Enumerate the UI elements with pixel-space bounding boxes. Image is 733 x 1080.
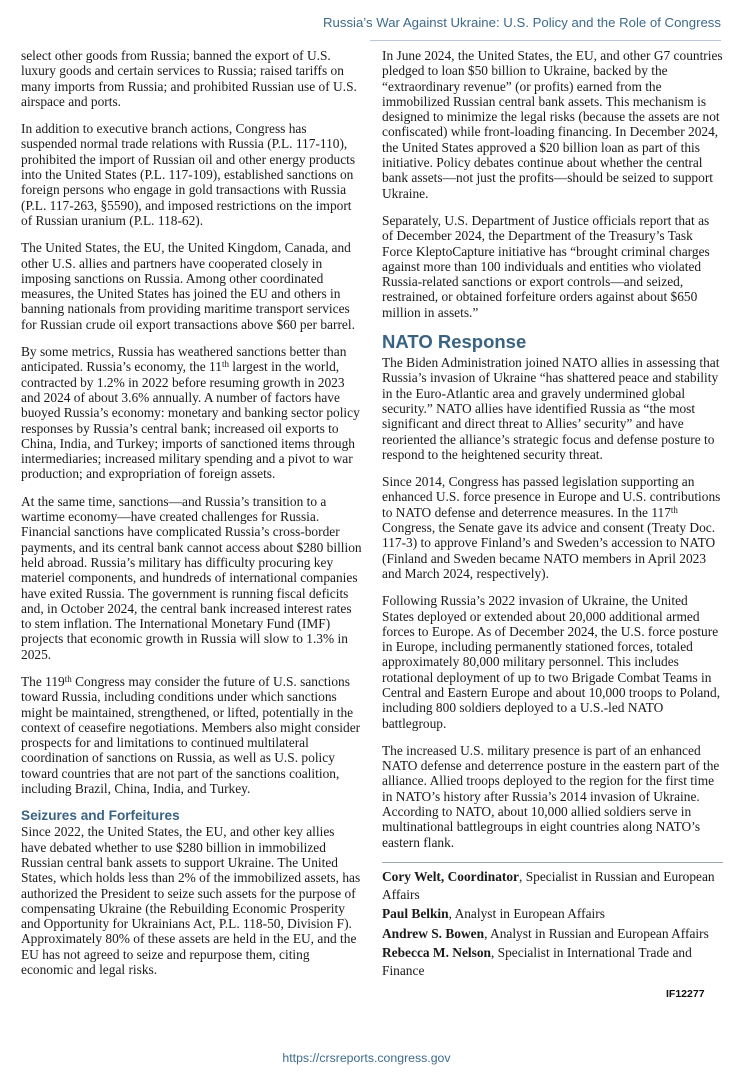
authors-divider: [382, 862, 723, 863]
paragraph: The Biden Administration joined NATO allies in assessing that Russia’s invasion of Ukraine “has shattered peace and stability in the Euro-Atlantic area and gravely undermined global security.” NATO allies have identified Russia as “the most significant and direct threat to Allies’ security” and have reoriented the alliance’s strategic focus and defense posture to respond to the heightened security threat.: [382, 355, 720, 462]
paragraph: Separately, U.S. Department of Justice officials report that as of December 2024, the Department of the Treasury’s Task Force KleptoCapture initiative has “brought criminal charges against more than 100 individuals and entities who violated Russia-related sanctions or export controls—and seized, restrained, or obtained forfeiture orders against about $650 million in assets.”: [382, 212, 710, 320]
paragraph: The increased U.S. military presence is part of an enhanced NATO defense and deterrence posture in the eastern part of the alliance. Allied troops deployed to the region for the first time in NATO’s history after Russia’s 2014 invasion of Ukraine. According to NATO, about 10,000 allied soldiers serve in multinational battlegroups in eight countries along NATO’s eastern flank.: [382, 742, 720, 850]
paragraph: [382, 474, 723, 581]
author-title: , Analyst in Russian and European Affairs: [484, 925, 709, 941]
author-title: , Specialist in Russian and European Affairs: [382, 868, 715, 902]
running-header-title: Russia’s War Against Ukraine: U.S. Policy and the Role of Congress: [323, 15, 721, 30]
paragraph: In June 2024, the United States, the EU, and other G7 countries pledged to loan $50 billion to Ukraine, backed by the “extraordinary revenue” (or profits) earned from the immobilized Russian central bank assets. This mechanism is designed to minimize the legal risks (because the assets are not confiscated) while front-loading financing. In December 2024, the United States approved a $20 billion loan as part of this initiative. Policy debates continue about whether the central bank assets—not just the profits—should be seized to support Ukraine.: [382, 48, 723, 201]
author-entry: [382, 925, 723, 943]
superscript: th: [64, 673, 72, 684]
author-entry: [382, 868, 723, 903]
text-run: By some metrics, Russia has weathered sanctions better than anticipated. Russia’s economy, the 11: [21, 344, 347, 375]
author-name: Rebecca M. Nelson: [382, 945, 491, 961]
paragraph: The United States, the EU, the United Kingdom, Canada, and other U.S. allies and partners have cooperated closely in imposing sanctions on Russia. Among other coordinated measures, the United States has joined the EU and others in banning nationals from providing maritime transport services for Russian crude oil export transactions above $60 per barrel.: [21, 240, 355, 332]
paragraph: In addition to executive branch actions, Congress has suspended normal trade relations with Russia (P.L. 117-110), prohibited the import of Russian oil and other energy products into the United States (P.L. 117-109), established sanctions on foreign persons who engage in gold transactions with Russia (P.L. 117-263, §5590), and imposed restrictions on the import of Russian uranium (P.L. 118-62).: [21, 121, 356, 228]
section-heading-nato: NATO Response: [382, 331, 527, 353]
section-heading-seizures: Seizures and Forfeitures: [21, 808, 180, 824]
text-run: Congress, the Senate gave its advice and consent (Treaty Doc. 117-3) to approve Finland’s and Sweden’s accession to NATO (Finland and Sweden became NATO members in April 2023 and March 2024, respectively).: [382, 520, 716, 581]
text-run: largest in the world, contracted by 1.2% in 2022 before resuming growth in 2023 and 2024 of about 3.6% annually. A number of factors have buoyed Russia’s economy: monetary and banking sector policy responses by Russia’s central bank; increased oil exports to China, India, and Turkey; imports of sanctioned items through intermediaries; increased military spending and a pivot to war production; and expropriation of foreign assets.: [21, 359, 360, 482]
author-name: Paul Belkin: [382, 906, 449, 922]
paragraph: At the same time, sanctions—and Russia’s transition to a wartime economy—have created challenges for Russia. Financial sanctions have complicated Russia’s cross-border payments, and its central bank cannot access about $280 billion held abroad. Russia’s military has difficulty procuring key materiel components, and hundreds of international companies have exited Russia. The government is running fiscal deficits and, in October 2024, the central bank increased interest rates to stem inflation. The International Monetary Fund (IMF) projects that economic growth in Russia will slow to 1.3% in 2025.: [21, 493, 362, 662]
paragraph: [21, 674, 362, 796]
right-column: [382, 48, 723, 982]
header-rule: [370, 40, 721, 41]
author-entry: [382, 944, 723, 979]
text-run: Congress may consider the future of U.S. sanctions toward Russia, including conditions under which sanctions might be maintained, strengthened, or lifted, potentially in the context of ceasefire negotiations. Members also might consider prospects for and limitations to continued multilateral coordination of sanctions on Russia, as well as U.S. policy toward countries that are not part of the sanctions coalition, including Brazil, China, India, and Turkey.: [21, 673, 361, 797]
author-name: Cory Welt, Coordinator: [382, 868, 519, 884]
product-id: IF12277: [666, 988, 705, 1000]
author-title: , Analyst in European Affairs: [448, 906, 605, 922]
paragraph: select other goods from Russia; banned the export of U.S. luxury goods and certain services to Russia; raised tariffs on many imports from Russia; and prohibited Russian use of U.S. airspace and ports.: [21, 48, 357, 109]
author-entry: [382, 905, 723, 923]
paragraph: [21, 344, 362, 482]
author-name: Andrew S. Bowen: [382, 925, 485, 941]
author-title: , Specialist in International Trade and Finance: [382, 945, 692, 978]
paragraph: Following Russia’s 2022 invasion of Ukraine, the United States deployed or extended about 20,000 additional armed forces to Europe. As of December 2024, the U.S. force posture in Europe, including permanently stationed forces, totaled approximately 80,000 military personnel. This includes rotational deployment of up to two Brigade Combat Teams in Central and Eastern Europe and about 10,000 troops to Poland, including 800 soldiers deployed to a U.S.-led NATO battlegroup.: [382, 593, 721, 731]
paragraph: Since 2022, the United States, the EU, and other key allies have debated whether to use $280 billion in immobilized Russian central bank assets to support Ukraine. The United States, which holds less than 2% of the immobilized assets, has authorized the President to seize such assets for the purpose of compensating Ukraine (the Rebuilding Economic Prosperity and Opportunity for Ukrainians Act, P.L. 118-50, Division F). Approximately 80% of these assets are held in the EU, and the EU has not agreed to seize and repurpose them, citing economic and legal risks.: [21, 824, 361, 978]
superscript: th: [221, 359, 229, 370]
superscript: th: [670, 504, 678, 515]
footer-url-link[interactable]: https://crsreports.congress.gov: [282, 1051, 451, 1065]
text-run: Since 2014, Congress has passed legislation supporting an enhanced U.S. force presence in Europe and U.S. contributions to NATO defense and deterrence measures. In the 117: [382, 474, 721, 520]
left-column: [21, 48, 362, 989]
text-run: The 119: [21, 673, 65, 689]
